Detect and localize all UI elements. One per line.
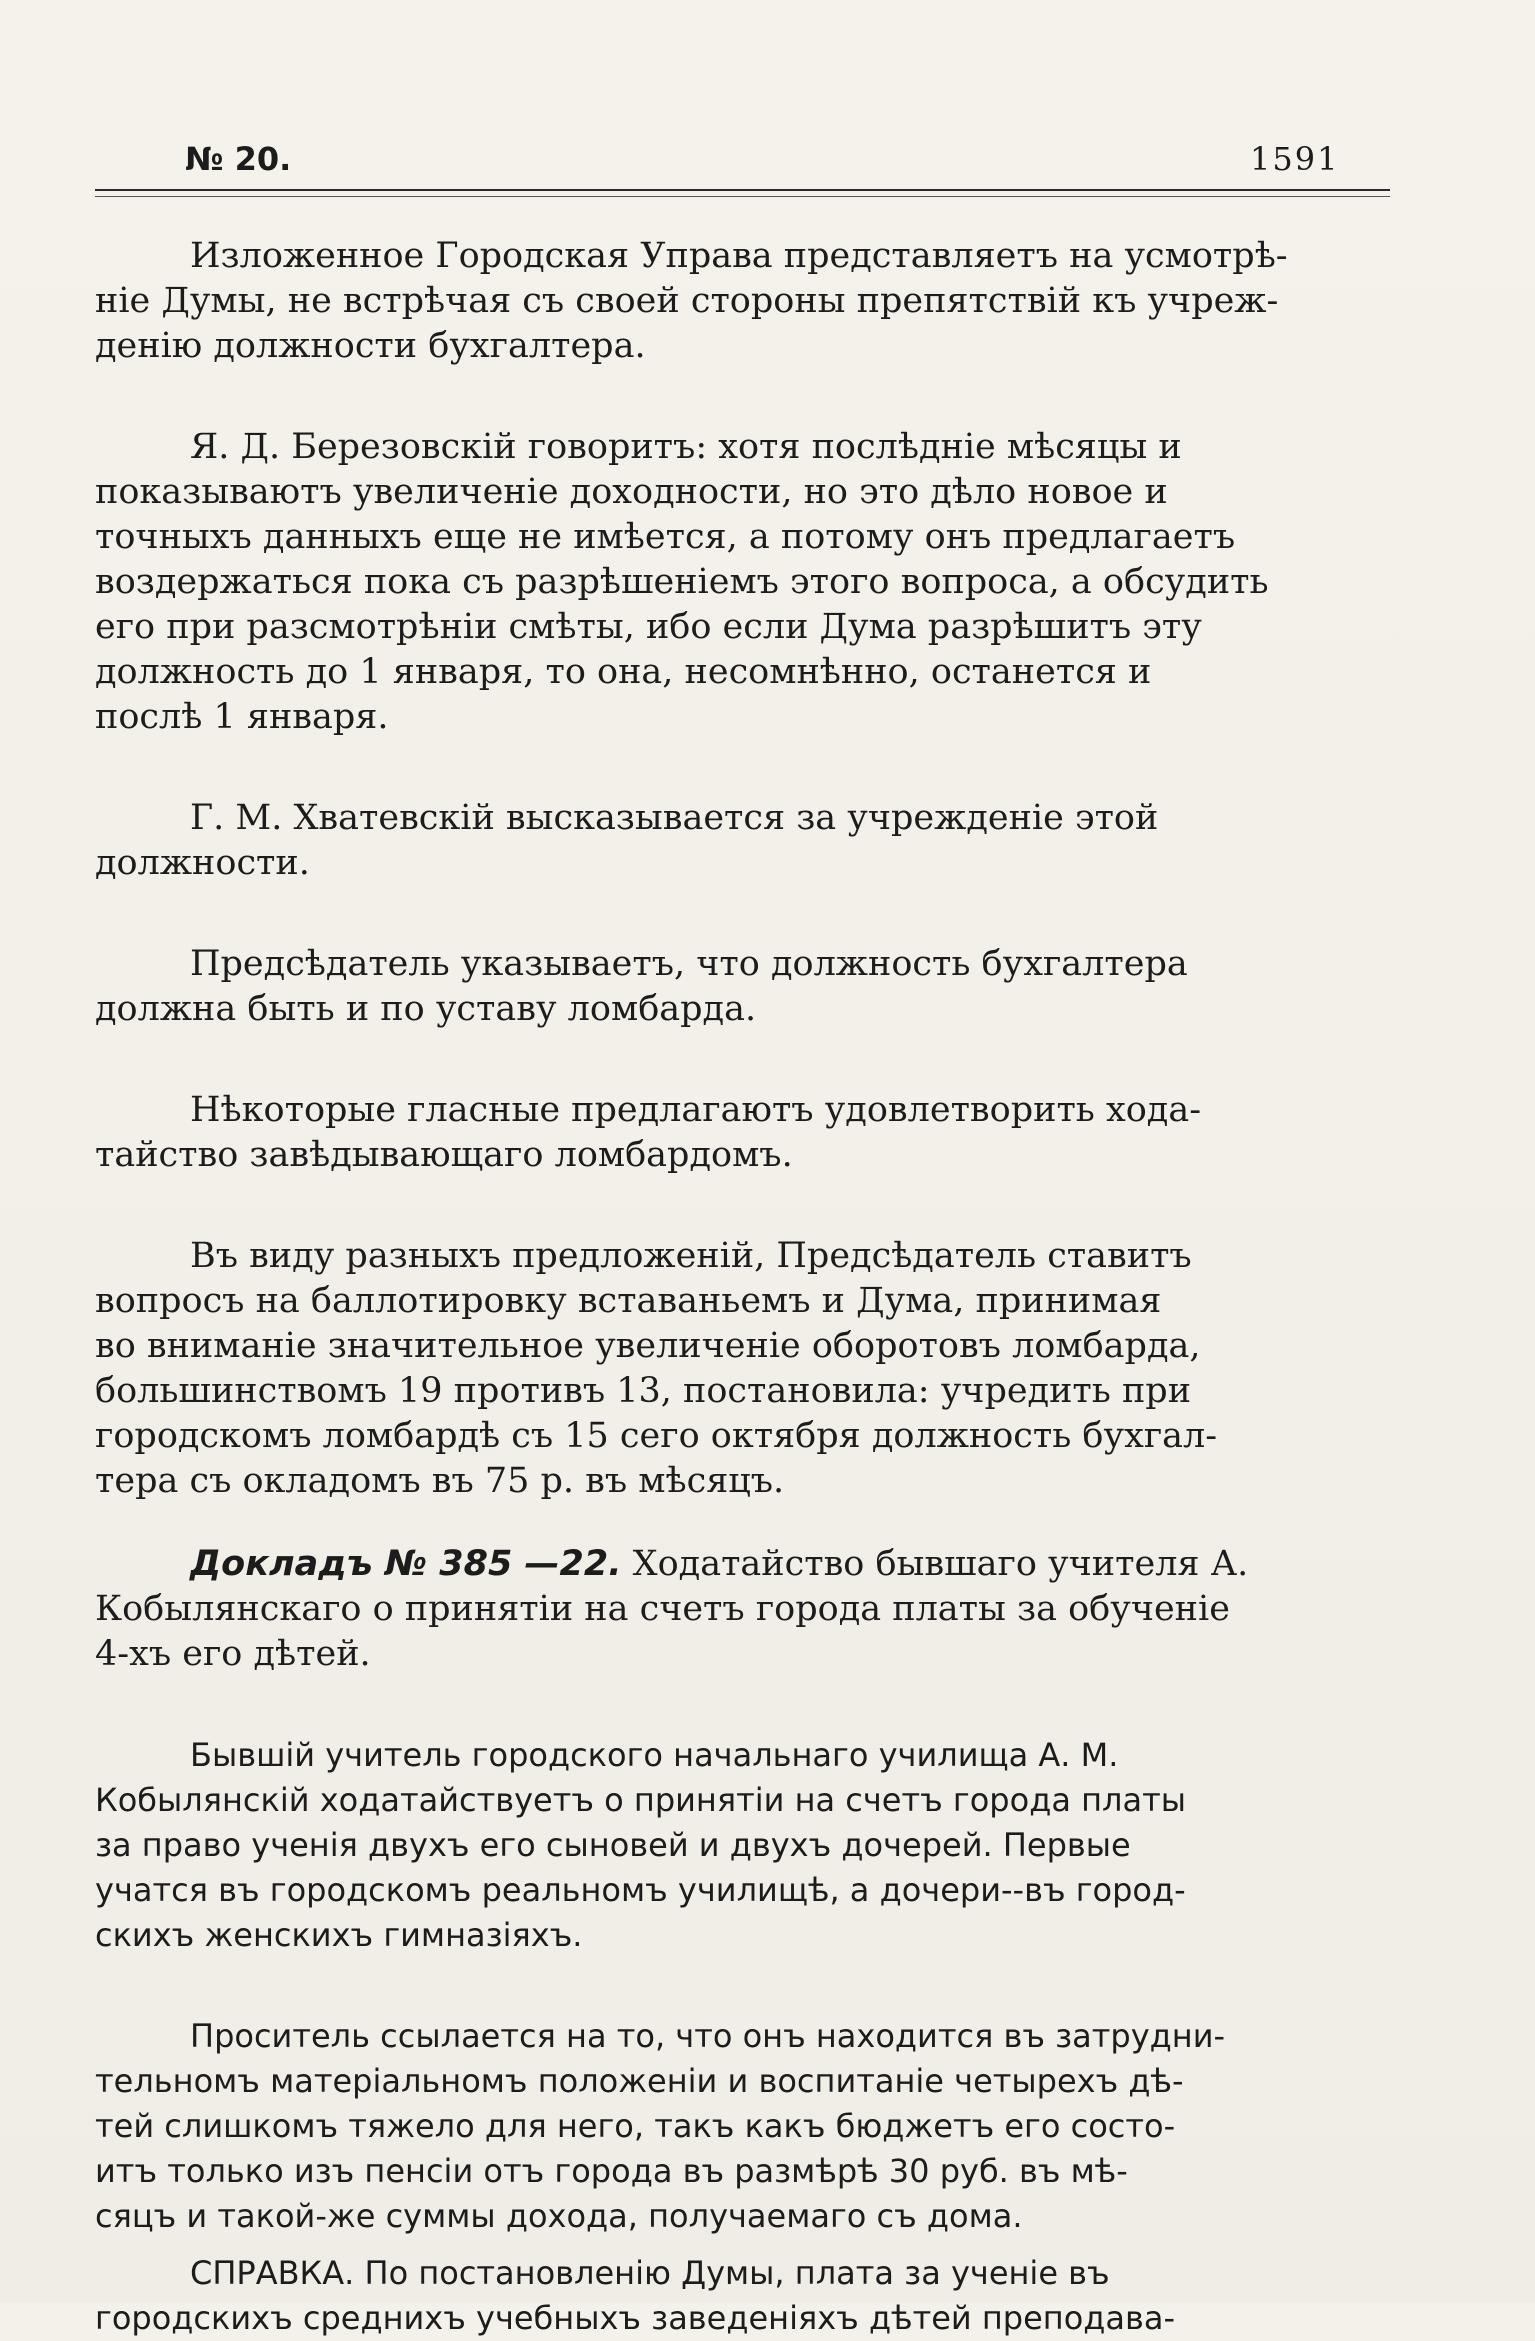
issue-number: № 20. — [185, 140, 292, 178]
report-title: Докладъ № 385 —22. — [190, 1544, 622, 1584]
spravka-paragraph — [95, 2251, 1390, 2341]
paragraph-chairman: Предсѣдатель указываетъ, что должность бухгалтера должна быть и по уставу ломбарда. — [95, 944, 1188, 1029]
paragraph-uprava-proposal: Изложенное Городская Управа представляетъ на усмотрѣ- ніе Думы, не встрѣчая съ своей стороны препятствій къ учреж- денію должности бухгалтера. — [95, 236, 1288, 366]
header-rule — [95, 189, 1390, 191]
spravka-text: По постановленію Думы, плата за ученіе въ городскихъ среднихъ учебныхъ заведеніяхъ дѣтей преподава- — [95, 2254, 1176, 2337]
paragraph-berezovsky: Я. Д. Березовскій говоритъ: хотя послѣдніе мѣсяцы и показываютъ увеличеніе доходности, но это дѣло новое и точныхъ данныхъ еще не имѣется, а потому онъ предлагаетъ воздержаться пока съ разрѣшеніемъ этого вопроса, а обсудить его при разсмотрѣніи смѣты, ибо если Дума разрѣшитъ эту должность до 1 января, то она, несомнѣнно, останется и послѣ 1 января. — [95, 427, 1269, 737]
report-heading — [95, 1542, 1390, 1677]
page-number: 1591 — [1250, 140, 1340, 178]
paragraph-glasnye: Нѣкоторые гласные предлагаютъ удовлетворить хода- тайство завѣдывающаго ломбардомъ. — [95, 1090, 1202, 1175]
paragraph-petitioner: Проситель ссылается на то, что онъ находится въ затрудни- тельномъ матеріальномъ положеніи и воспитаніе четырехъ дѣ- тей слишкомъ тяжело для него, такъ какъ бюджетъ его состо- итъ только изъ пенсіи отъ города въ размѣрѣ 30 руб. въ мѣ- сяцъ и такой-же суммы дохода, получаемаго съ дома. — [95, 2017, 1226, 2235]
header-rule-thin — [95, 196, 1390, 197]
page-body — [95, 234, 1390, 2341]
report-subject: Ходатайство бывшаго учителя А. Кобылянскаго о принятіи на счетъ города платы за обученіе 4-хъ его дѣтей. — [95, 1544, 1249, 1674]
paragraph-khvatevsky: Г. М. Хватевскій высказывается за учрежденіе этой должности. — [95, 798, 1159, 883]
spravka-label: СПРАВКА. — [190, 2254, 355, 2292]
paragraph-petition: Бывшій учитель городского начальнаго училища А. М. Кобылянскій ходатайствуетъ о принятіи на счетъ города платы за право ученія двухъ его сыновей и двухъ дочерей. Первые учатся въ городскомъ реальномъ училищѣ, а дочери--въ город- скихъ женскихъ гимназіяхъ. — [95, 1736, 1186, 1954]
page-header — [0, 140, 1535, 180]
paragraph-decision: Въ виду разныхъ предложеній, Предсѣдатель ставитъ вопросъ на баллотировку вставаньемъ и Дума, принимая во вниманіе значительное увеличеніе оборотовъ ломбарда, большинствомъ 19 противъ 13, постановила: учредить при городскомъ ломбардѣ съ 15 сего октября должность бухгал- тера съ окладомъ въ 75 р. въ мѣсяцъ. — [95, 1236, 1218, 1501]
